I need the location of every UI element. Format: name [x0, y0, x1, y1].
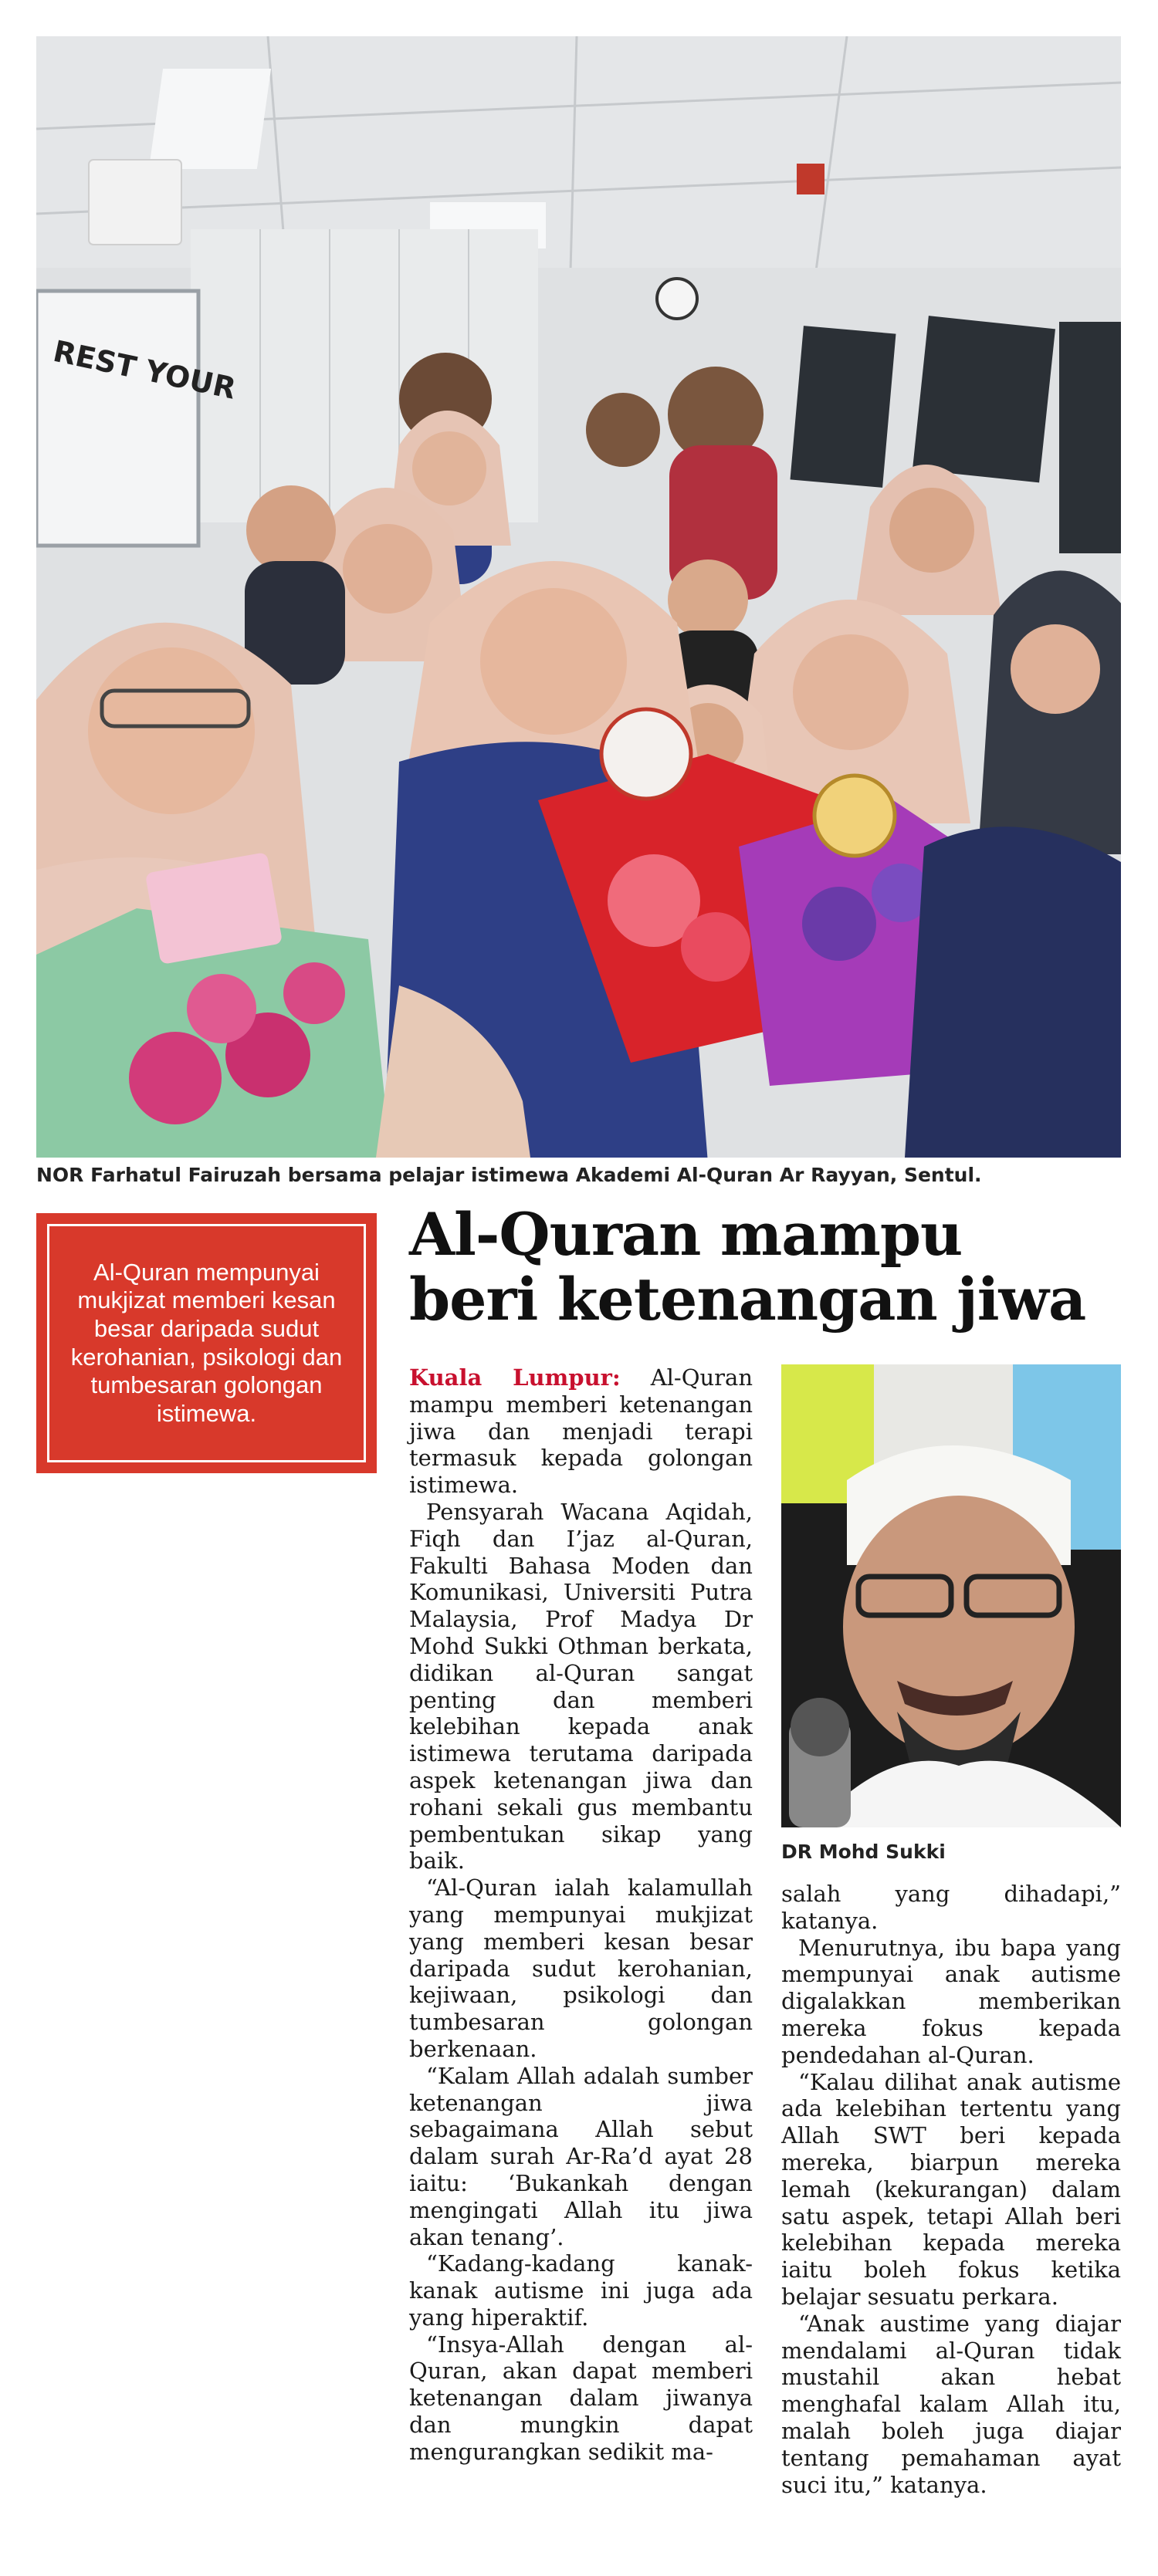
pull-quote-text: Al-Quran mempunyai mukjizat memberi kesan besar daripada sudut kerohanian, psikologi dan tumbesaran golongan istimewa. [47, 1224, 366, 1462]
paragraph [409, 1364, 753, 1499]
speaker-portrait [781, 1364, 1121, 1827]
pull-quote-box [36, 1213, 377, 1473]
paragraph: Menurutnya, ibu bapa yang mempunyai anak autisme digalakkan memberikan mereka fokus kepada pendedahan al-Quran. [781, 1934, 1121, 2068]
portrait-photo [781, 1364, 1121, 1827]
paragraph: “Insya-Allah dengan al-Quran, akan dapat memberi ketenangan dalam jiwanya dan mungkin dapat mengurangkan sedikit ma- [409, 2331, 753, 2465]
photo-caption: NOR Farhatul Fairuzah bersama pelajar istimewa Akademi Al-Quran Ar Rayyan, Sentul. [36, 1164, 982, 1186]
main-photo [36, 36, 1121, 1158]
paragraph: Pensyarah Wacana Aqidah, Fiqh dan I’jaz al-Quran, Fakulti Bahasa Moden dan Komunikasi, Universiti Putra Malaysia, Prof Madya Dr Mohd Sukki Othman berkata, didikan al-Quran sangat penting dan memberi kelebihan kepada anak istimewa terutama daripada aspek ketenangan jiwa dan rohani sekali gus membantu pembentukan sikap yang baik. [409, 1498, 753, 1875]
portrait-caption: DR Mohd Sukki [781, 1841, 946, 1863]
classroom-group-photo [36, 36, 1121, 1158]
headline [409, 1200, 1127, 1334]
paragraph: “Kalam Allah adalah sumber ketenangan jiwa sebagaimana Allah sebut dalam surah Ar-Ra’d ayat 28 iaitu: ‘Bukankah dengan mengingati Allah itu jiwa akan tenang’. [409, 2062, 753, 2250]
headline-line-1: Al-Quran mampu [409, 1200, 963, 1269]
dateline: Kuala Lumpur: [409, 1364, 621, 1391]
paragraph: “Anak austime yang diajar mendalami al-Quran tidak mustahil akan hebat menghafal kalam Allah itu, malah boleh juga diajar tentang pemahaman ayat suci itu,” katanya. [781, 2310, 1121, 2498]
paragraph: “Kadang-kadang kanak-kanak autisme ini juga ada yang hiperaktif. [409, 2250, 753, 2331]
paragraph: “Kalau dilihat anak autisme ada kelebihan tertentu yang Allah SWT beri kepada mereka, biarpun mereka lemah (kekurangan) dalam satu aspek, tetapi Allah beri kelebihan kepada mereka iaitu boleh fokus ketika belajar sesuatu perkara. [781, 2068, 1121, 2310]
whiteboard-text: REST YOUR [50, 333, 239, 406]
headline-line-2: beri ketenangan jiwa [409, 1264, 1086, 1334]
lead-text: Al-Quran mampu memberi ketenangan jiwa dan menjadi terapi termasuk kepada golongan istimewa. [409, 1364, 753, 1499]
paragraph: “Al-Quran ialah kalamullah yang mempunyai mukjizat yang memberi kesan besar daripada sudut kerohanian, kejiwaan, psikologi dan tumbesaran golongan berkenaan. [409, 1875, 753, 2062]
paragraph: salah yang dihadapi,” katanya. [781, 1881, 1121, 1934]
article-column-1 [409, 1364, 753, 2466]
article-column-2 [781, 1881, 1121, 2498]
